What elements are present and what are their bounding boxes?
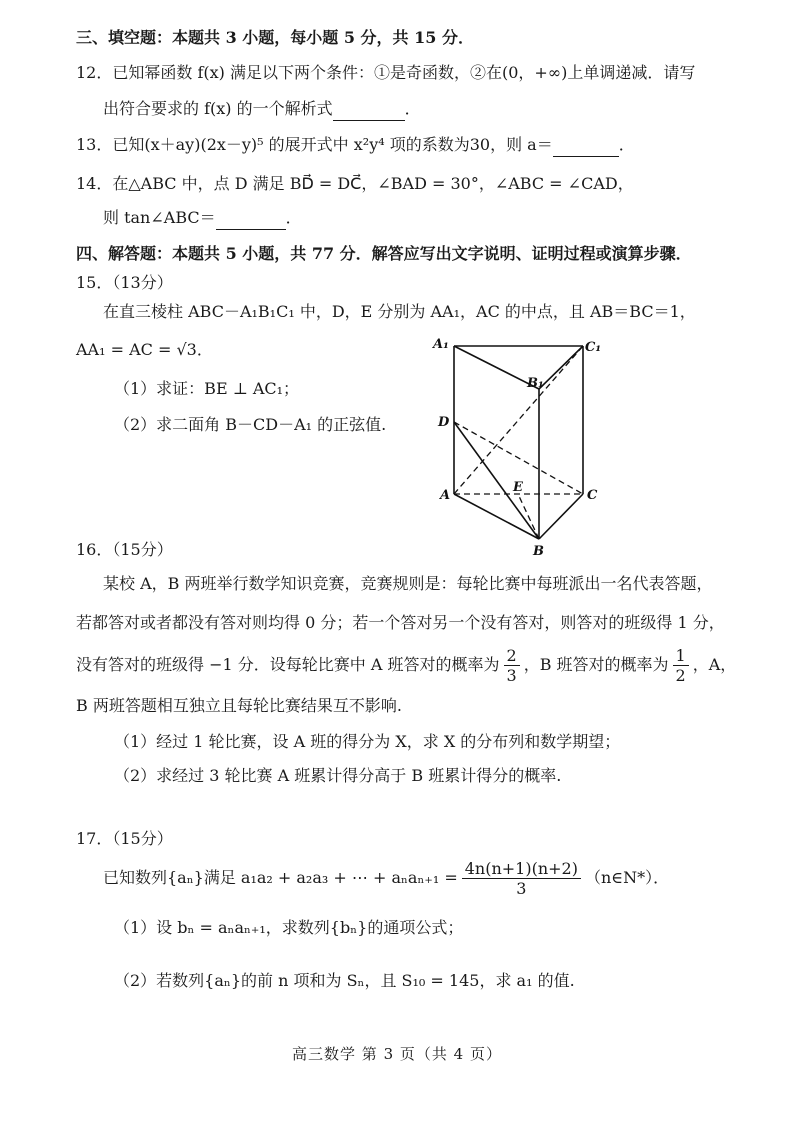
q12-answer-blank (333, 98, 405, 121)
q12-line-2-text: 出符合要求的 f(x) 的一个解析式 (103, 99, 333, 118)
frac1-den: 3 (506, 666, 517, 685)
q17-part-2: （2）若数列{aₙ}的前 n 项和为 Sₙ，且 S₁₀ = 145，求 a₁ 的值. (114, 971, 575, 990)
frac2-den: 2 (675, 666, 686, 685)
fraction-two-thirds (504, 646, 520, 685)
q14-end: ． (285, 208, 302, 227)
q16-line-3-c: ，A， (692, 655, 737, 674)
section-4-heading: 四、解答题：本题共 5 小题，共 77 分．解答应写出文字说明、证明过程或演算步骤． (76, 244, 692, 263)
q17-line-1-b: （n∈N*）． (584, 868, 670, 887)
q14-line-2-text: 则 tan∠ABC＝ (103, 208, 216, 227)
frac2-num: 1 (673, 646, 689, 666)
label-b1: B₁ (527, 376, 544, 391)
label-d: D (438, 415, 450, 430)
q15-header: 15．（13分） (76, 273, 173, 292)
label-a: A (440, 488, 451, 503)
label-c1: C₁ (585, 340, 602, 355)
q15-line-1: 在直三棱柱 ABC－A₁B₁C₁ 中，D，E 分别为 AA₁，AC 的中点，且 AB＝BC＝1， (103, 302, 696, 321)
edge-c-b (539, 494, 583, 539)
q16-part-2: （2）求经过 3 轮比赛 A 班累计得分高于 B 班累计得分的概率. (114, 766, 562, 785)
edge-c1-b1 (539, 346, 583, 389)
q13-line (76, 134, 635, 157)
label-b: B (533, 544, 544, 559)
q13-text: 13．已知(x＋ay)(2x－y)⁵ 的展开式中 x²y⁴ 项的系数为30，则 a＝ (76, 135, 553, 154)
frac1-num: 2 (504, 646, 520, 666)
section-3-heading: 三、填空题：本题共 3 小题，每小题 5 分，共 15 分． (76, 28, 474, 47)
q12-line-2-end: ． (404, 99, 421, 118)
fraction-one-half (673, 646, 689, 685)
q14-line-2 (103, 207, 302, 230)
prism-figure (425, 332, 615, 562)
q16-line-1: 某校 A，B 两班举行数学知识竞赛，竞赛规则是：每轮比赛中每班派出一名代表答题， (103, 574, 713, 593)
q16-line-3 (76, 643, 736, 687)
q15-line-2: AA₁ = AC = √3． (76, 340, 213, 359)
q12-line-2 (103, 98, 421, 121)
q12-line-1: 12．已知幂函数 f(x) 满足以下两个条件：①是奇函数，②在(0，+∞)上单调递减．请写 (76, 63, 696, 82)
label-a1: A₁ (433, 337, 449, 352)
q16-line-2: 若都答对或者都没有答对则均得 0 分；若一个答对另一个没有答对，则答对的班级得 1 分， (76, 613, 725, 632)
q13-end: ． (618, 135, 635, 154)
q14-answer-blank (216, 207, 286, 230)
q14-line-1: 14．在△ABC 中，点 D 满足 BD⃗ = DC⃗，∠BAD = 30°，∠ABC = ∠CAD， (76, 174, 634, 193)
page-footer: 高三数学 第 3 页（共 4 页） (292, 1045, 502, 1063)
q17-header: 17．（15分） (76, 829, 173, 848)
label-c: C (587, 488, 598, 503)
q15-part-1: （1）求证：BE ⊥ AC₁； (114, 379, 300, 398)
edge-a-b (454, 494, 539, 539)
q16-header: 16．（15分） (76, 540, 173, 559)
label-e: E (513, 480, 523, 495)
q17-line-1 (103, 856, 669, 900)
q16-line-3-a: 没有答对的班级得 −1 分．设每轮比赛中 A 班答对的概率为 (76, 655, 500, 674)
q15-part-2: （2）求二面角 B－CD－A₁ 的正弦值. (114, 415, 387, 434)
q17-part-1: （1）设 bₙ = aₙaₙ₊₁，求数列{bₙ}的通项公式； (114, 918, 464, 937)
segment-b-e-hidden (518, 494, 539, 539)
q16-line-4: B 两班答题相互独立且每轮比赛结果互不影响. (76, 696, 402, 715)
segment-a-c1-hidden (454, 346, 583, 494)
q13-answer-blank (553, 134, 619, 157)
q16-part-1: （1）经过 1 轮比赛，设 A 班的得分为 X，求 X 的分布列和数学期望； (114, 732, 621, 751)
fraction-sum-formula (462, 859, 581, 898)
q17-line-1-a: 已知数列{aₙ}满足 a₁a₂ + a₂a₃ + ⋯ + aₙaₙ₊₁ = (103, 868, 458, 887)
q17-frac-den: 3 (516, 879, 527, 898)
q17-frac-num: 4n(n+1)(n+2) (462, 859, 581, 879)
segment-d-b (454, 422, 539, 539)
q16-line-3-b: ，B 班答对的概率为 (523, 655, 669, 674)
